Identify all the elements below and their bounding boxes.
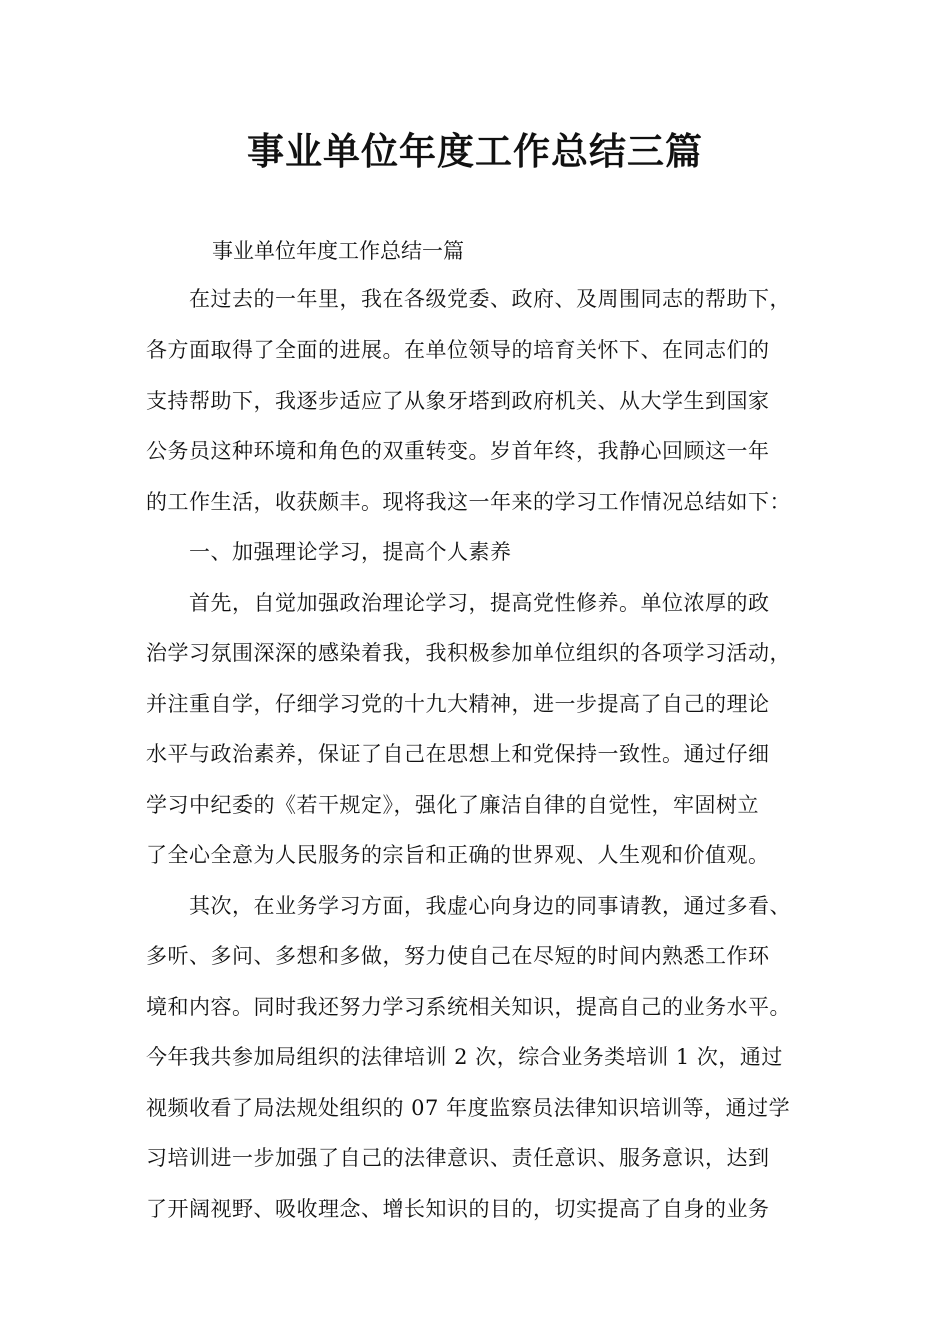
document-title: 事业单位年度工作总结三篇 — [247, 130, 703, 173]
paragraph-line: 首先，自觉加强政治理论学习，提高党性修养。单位浓厚的政 — [189, 591, 770, 615]
paragraph-line: 今年我共参加局组织的法律培训 2 次，综合业务类培训 1 次，通过 — [146, 1045, 783, 1069]
section-subtitle: 事业单位年度工作总结一篇 — [212, 239, 464, 263]
paragraph-line: 在过去的一年里，我在各级党委、政府、及周围同志的帮助下， — [189, 287, 791, 311]
paragraph-line: 习培训进一步加强了自己的法律意识、责任意识、服务意识，达到 — [146, 1146, 770, 1170]
section-heading: 一、加强理论学习，提高个人素养 — [189, 540, 512, 564]
paragraph-line: 其次，在业务学习方面，我虚心向身边的同事请教，通过多看、 — [189, 894, 791, 918]
paragraph-line: 境和内容。同时我还努力学习系统相关知识，提高自己的业务水平。 — [146, 995, 791, 1019]
paragraph-line: 多听、多问、多想和多做，努力使自己在尽短的时间内熟悉工作环 — [146, 944, 770, 968]
paragraph-line: 并注重自学，仔细学习党的十九大精神，进一步提高了自己的理论 — [146, 692, 770, 716]
paragraph-line: 了开阔视野、吸收理念、增长知识的目的，切实提高了自身的业务 — [146, 1197, 770, 1221]
paragraph-line: 视频收看了局法规处组织的 07 年度监察员法律知识培训等，通过学 — [146, 1096, 791, 1120]
paragraph-line: 治学习氛围深深的感染着我，我积极参加单位组织的各项学习活动， — [146, 641, 791, 665]
paragraph-line: 了全心全意为人民服务的宗旨和正确的世界观、人生观和价值观。 — [146, 843, 770, 867]
paragraph-line: 学习中纪委的《若干规定》，强化了廉洁自律的自觉性，牢固树立 — [146, 793, 759, 817]
paragraph-line: 的工作生活，收获颇丰。现将我这一年来的学习工作情况总结如下： — [146, 490, 791, 514]
paragraph-line: 支持帮助下，我逐步适应了从象牙塔到政府机关、从大学生到国家 — [146, 389, 770, 413]
paragraph-line: 各方面取得了全面的进展。在单位领导的培育关怀下、在同志们的 — [146, 338, 770, 362]
paragraph-line: 公务员这种环境和角色的双重转变。岁首年终，我静心回顾这一年 — [146, 439, 770, 463]
paragraph-line: 水平与政治素养，保证了自己在思想上和党保持一致性。通过仔细 — [146, 742, 770, 766]
